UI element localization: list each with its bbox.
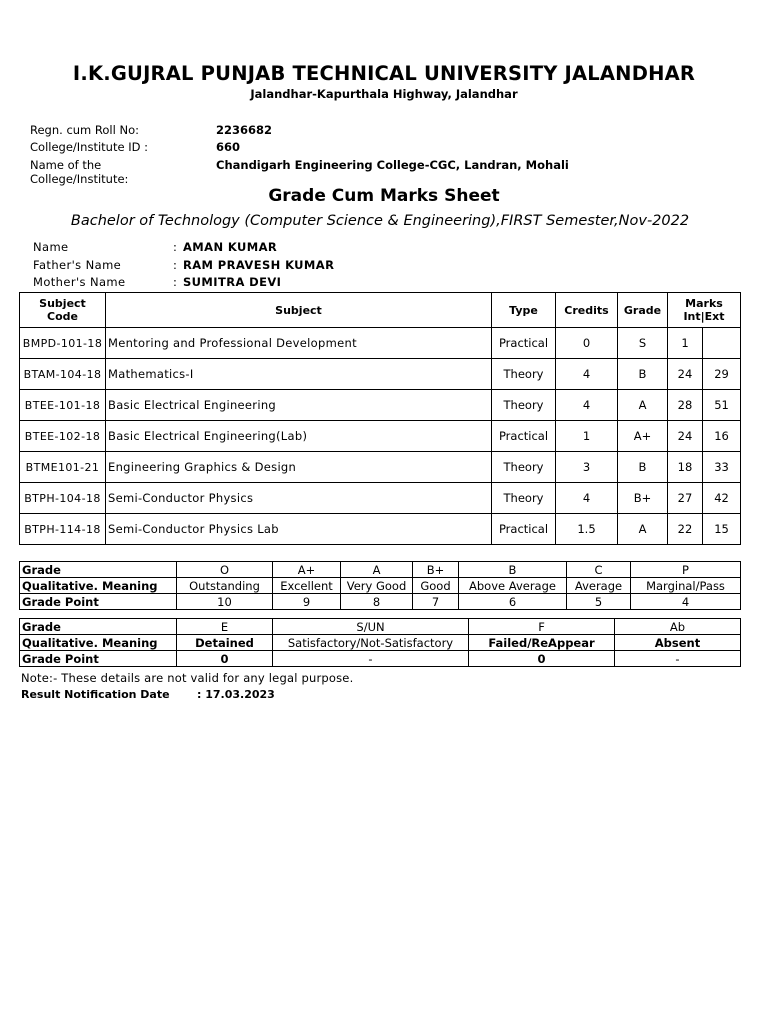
table-row <box>20 390 741 421</box>
subject-grade: S <box>618 328 668 359</box>
point-label: Grade Point <box>20 651 177 667</box>
point-cell: 4 <box>631 594 741 610</box>
grade-cell: A <box>341 562 413 578</box>
meaning-cell: Outstanding <box>177 578 273 594</box>
meaning-row <box>20 578 741 594</box>
external-marks <box>703 328 741 359</box>
grade-row <box>20 562 741 578</box>
colon: : <box>173 258 178 272</box>
grade-cell: E <box>177 619 273 635</box>
meaning-label: Qualitative. Meaning <box>20 578 177 594</box>
meaning-cell: Average <box>567 578 631 594</box>
header-subject-code: Subject Code <box>20 293 106 328</box>
internal-marks: 27 <box>668 483 703 514</box>
meaning-cell: Excellent <box>273 578 341 594</box>
meaning-cell: Absent <box>615 635 741 651</box>
regn-value: 2236682 <box>216 123 273 137</box>
subject-grade: A+ <box>618 421 668 452</box>
student-name-label: Name <box>33 240 69 254</box>
internal-marks: 18 <box>668 452 703 483</box>
header-credits: Credits <box>556 293 618 328</box>
subject-type: Theory <box>492 390 556 421</box>
subject-name: Basic Electrical Engineering(Lab) <box>106 421 492 452</box>
subject-credits: 3 <box>556 452 618 483</box>
table-row <box>20 483 741 514</box>
grade-cell: S/UN <box>273 619 469 635</box>
grade-cell: C <box>567 562 631 578</box>
subject-credits: 0 <box>556 328 618 359</box>
meaning-cell: Very Good <box>341 578 413 594</box>
table-row <box>20 452 741 483</box>
subject-name: Engineering Graphics & Design <box>106 452 492 483</box>
subject-name: Mathematics-I <box>106 359 492 390</box>
college-id-label: College/Institute ID : <box>30 140 148 154</box>
mother-name-value: SUMITRA DEVI <box>183 275 282 289</box>
subject-grade: A <box>618 514 668 545</box>
mother-name-label: Mother's Name <box>33 275 126 289</box>
grade-scale-table-2 <box>19 618 741 667</box>
grade-row <box>20 619 741 635</box>
external-marks: 42 <box>703 483 741 514</box>
subject-code: BTME101-21 <box>20 452 106 483</box>
subject-credits: 1.5 <box>556 514 618 545</box>
header-type: Type <box>492 293 556 328</box>
program-title: Bachelor of Technology (Computer Science & Engineering),FIRST Semester,Nov-2022 <box>70 213 690 229</box>
point-cell: 7 <box>413 594 459 610</box>
table-row <box>20 514 741 545</box>
result-notification <box>21 688 275 701</box>
subject-grade: A <box>618 390 668 421</box>
meaning-cell: Failed/ReAppear <box>469 635 615 651</box>
point-cell: 10 <box>177 594 273 610</box>
external-marks: 51 <box>703 390 741 421</box>
header-marks <box>668 293 741 328</box>
father-name-value: RAM PRAVESH KUMAR <box>183 258 335 272</box>
meaning-label: Qualitative. Meaning <box>20 635 177 651</box>
subject-name: Semi-Conductor Physics <box>106 483 492 514</box>
college-id-value: 660 <box>216 140 241 154</box>
table-row <box>20 421 741 452</box>
subject-code: BTAM-104-18 <box>20 359 106 390</box>
subject-credits: 1 <box>556 421 618 452</box>
grade-cell: B+ <box>413 562 459 578</box>
subject-credits: 4 <box>556 483 618 514</box>
meaning-row <box>20 635 741 651</box>
result-date-value: : 17.03.2023 <box>197 688 275 701</box>
colon: : <box>173 240 178 254</box>
external-marks: 33 <box>703 452 741 483</box>
subject-type: Practical <box>492 514 556 545</box>
header-grade: Grade <box>618 293 668 328</box>
grade-cell: P <box>631 562 741 578</box>
subject-type: Theory <box>492 359 556 390</box>
internal-marks: 24 <box>668 359 703 390</box>
subject-code: BMPD-101-18 <box>20 328 106 359</box>
marks-table <box>19 292 741 545</box>
internal-marks: 1 <box>668 328 703 359</box>
subject-type: Practical <box>492 328 556 359</box>
grade-scale-table-1 <box>19 561 741 610</box>
subject-credits: 4 <box>556 390 618 421</box>
subject-grade: B <box>618 452 668 483</box>
internal-marks: 24 <box>668 421 703 452</box>
meaning-cell: Above Average <box>459 578 567 594</box>
legal-note: Note:- These details are not valid for any legal purpose. <box>21 671 354 685</box>
point-cell: 9 <box>273 594 341 610</box>
student-name-value: AMAN KUMAR <box>183 240 278 254</box>
meaning-cell: Good <box>413 578 459 594</box>
grade-cell: O <box>177 562 273 578</box>
subject-type: Theory <box>492 483 556 514</box>
subject-name: Basic Electrical Engineering <box>106 390 492 421</box>
point-cell: - <box>273 651 469 667</box>
result-date-label: Result Notification Date <box>21 688 170 701</box>
sheet-title: Grade Cum Marks Sheet <box>268 186 500 206</box>
subject-code: BTEE-102-18 <box>20 421 106 452</box>
grade-cell: A+ <box>273 562 341 578</box>
subject-credits: 4 <box>556 359 618 390</box>
point-cell: - <box>615 651 741 667</box>
point-row <box>20 594 741 610</box>
regn-label: Regn. cum Roll No: <box>30 123 139 137</box>
university-address: Jalandhar-Kapurthala Highway, Jalandhar <box>250 87 518 101</box>
grade-cell: Ab <box>615 619 741 635</box>
college-name-value: Chandigarh Engineering College-CGC, Landran, Mohali <box>216 158 569 172</box>
meaning-cell: Satisfactory/Not-Satisfactory <box>273 635 469 651</box>
point-cell: 0 <box>177 651 273 667</box>
point-cell: 8 <box>341 594 413 610</box>
colon: : <box>173 275 178 289</box>
university-name: I.K.GUJRAL PUNJAB TECHNICAL UNIVERSITY JALANDHAR <box>72 62 696 85</box>
subject-grade: B+ <box>618 483 668 514</box>
table-row <box>20 328 741 359</box>
subject-name: Semi-Conductor Physics Lab <box>106 514 492 545</box>
subject-code: BTPH-104-18 <box>20 483 106 514</box>
header-int-ext: Int|Ext <box>683 310 725 323</box>
grade-cell: F <box>469 619 615 635</box>
point-cell: 0 <box>469 651 615 667</box>
internal-marks: 22 <box>668 514 703 545</box>
meaning-cell: Marginal/Pass <box>631 578 741 594</box>
point-cell: 5 <box>567 594 631 610</box>
external-marks: 29 <box>703 359 741 390</box>
grade-label: Grade <box>20 619 177 635</box>
subject-code: BTPH-114-18 <box>20 514 106 545</box>
point-cell: 6 <box>459 594 567 610</box>
meaning-cell: Detained <box>177 635 273 651</box>
header-marks-label: Marks <box>685 297 723 310</box>
grade-label: Grade <box>20 562 177 578</box>
point-row <box>20 651 741 667</box>
subject-grade: B <box>618 359 668 390</box>
table-row <box>20 359 741 390</box>
point-label: Grade Point <box>20 594 177 610</box>
subject-name: Mentoring and Professional Development <box>106 328 492 359</box>
college-name-label: Name of the College/Institute: <box>30 158 129 186</box>
father-name-label: Father's Name <box>33 258 122 272</box>
subject-type: Theory <box>492 452 556 483</box>
marks-header-row <box>20 293 741 328</box>
external-marks: 15 <box>703 514 741 545</box>
internal-marks: 28 <box>668 390 703 421</box>
subject-type: Practical <box>492 421 556 452</box>
external-marks: 16 <box>703 421 741 452</box>
subject-code: BTEE-101-18 <box>20 390 106 421</box>
grade-cell: B <box>459 562 567 578</box>
header-subject: Subject <box>106 293 492 328</box>
